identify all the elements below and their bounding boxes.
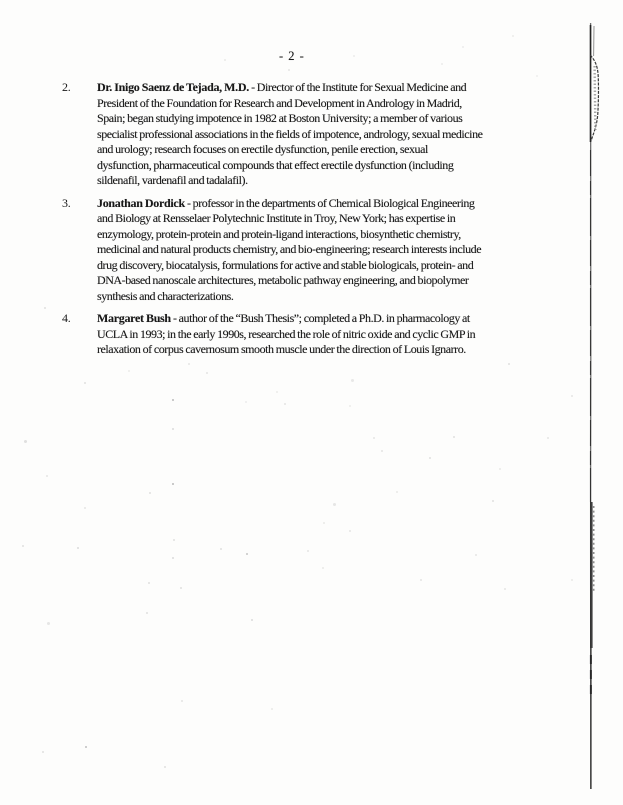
text-line (97, 80, 554, 96)
noise-speckle (146, 612, 148, 614)
noise-speckle (288, 69, 290, 71)
noise-speckle (271, 708, 273, 710)
noise-speckle (276, 391, 278, 393)
text-run: - author of the “Bush Thesis”; completed a Ph.D. in pharmacology at (170, 311, 470, 325)
noise-speckle (84, 382, 86, 384)
noise-speckle (349, 530, 351, 532)
noise-speckle (441, 63, 443, 65)
noise-speckle (504, 588, 506, 590)
item-name-bold: Jonathan Dordick (97, 195, 185, 210)
page-number: - 2 - (279, 49, 305, 63)
list-item (62, 80, 554, 189)
noise-speckle (206, 372, 208, 374)
noise-speckle (349, 405, 351, 407)
noise-speckle (172, 428, 174, 430)
item-number: 3. (62, 195, 71, 210)
noise-speckle (353, 55, 355, 57)
noise-speckle (24, 440, 27, 443)
list-item (62, 311, 554, 358)
noise-speckle (172, 483, 174, 485)
noise-speckle (251, 619, 253, 621)
item-name-bold: Dr. Inigo Saenz de Tejada, M.D. (97, 80, 249, 94)
text-line: President of the Foundation for Research and Development in Andrology in Madrid, (97, 95, 462, 110)
noise-speckle (220, 548, 222, 550)
item-text (97, 311, 554, 358)
noise-speckle (429, 457, 431, 459)
noise-speckle (373, 437, 375, 439)
noise-speckle (188, 363, 190, 365)
noise-speckle (536, 75, 538, 77)
list-item (62, 196, 554, 305)
noise-speckle (181, 700, 183, 702)
noise-speckle (85, 746, 87, 748)
item-number: 4. (62, 311, 71, 325)
text-line: and urology; research focuses on erectile dysfunction, penile erection, sexual (97, 142, 428, 156)
text-line: and Biology at Rensselaer Polytechnic Institute in Troy, New York; has expertise in (97, 211, 456, 225)
noise-speckle (172, 557, 174, 559)
text-line: sildenafil, vardenafil and tadalafil). (97, 173, 248, 187)
noise-speckle (22, 545, 24, 547)
item-text (97, 196, 554, 305)
noise-speckle (512, 35, 514, 37)
noise-speckle (453, 436, 455, 438)
noise-speckle (84, 507, 86, 509)
noise-speckle (547, 437, 549, 439)
noise-speckle (307, 550, 309, 552)
item-text (97, 80, 554, 189)
noise-speckle (284, 403, 286, 405)
noise-speckle (571, 579, 573, 581)
paragraph-list (62, 80, 554, 365)
noise-speckle (167, 113, 169, 115)
text-line: DNA-based nanoscale architectures, metabolic pathway engineering, and biopolymer (97, 273, 469, 287)
text-line: synthesis and characterizations. (97, 288, 234, 303)
item-name-bold: Margaret Bush (97, 311, 171, 325)
noise-speckle (173, 539, 175, 541)
noise-speckle (149, 492, 151, 494)
noise-speckle (381, 450, 383, 452)
noise-speckle (351, 379, 354, 382)
noise-speckle (499, 468, 501, 470)
noise-speckle (571, 395, 573, 397)
noise-speckle (508, 363, 510, 365)
text-line: specialist professional associations in the fields of impotence, andrology, sexual medicine (97, 126, 483, 141)
text-line (97, 196, 554, 212)
noise-speckle (172, 399, 174, 401)
noise-speckle (322, 567, 324, 569)
noise-speckle (42, 751, 44, 753)
noise-speckle (224, 59, 226, 61)
text-line (97, 311, 554, 327)
item-number: 2. (62, 80, 71, 94)
noise-speckle (148, 582, 150, 584)
noise-speckle (47, 622, 50, 625)
noise-speckle (44, 307, 46, 309)
text-line: dysfunction, pharmaceutical compounds that effect erectile dysfunction (including (97, 157, 454, 172)
noise-speckle (333, 503, 336, 506)
text-line: Spain; began studying impotence in 1982 at Boston University; a member of various (97, 111, 463, 125)
noise-speckle (475, 554, 477, 556)
noise-speckle (245, 401, 247, 403)
noise-speckle (246, 553, 248, 555)
text-run: - Director of the Institute for Sexual Medicine and (248, 80, 467, 94)
text-line: UCLA in 1993; in the early 1990s, researched the role of nitric oxide and cyclic GMP in (97, 326, 476, 341)
noise-speckle (492, 500, 494, 502)
noise-speckle (180, 587, 182, 589)
noise-speckle (462, 46, 464, 48)
text-line: drug discovery, biocatalysis, formulations for active and stable biologicals, protein- and (97, 257, 474, 272)
noise-speckle (420, 579, 422, 581)
noise-speckle (77, 547, 79, 549)
text-line: enzymology, protein-protein and protein-ligand interactions, biosynthetic chemistry, (97, 226, 461, 241)
noise-speckle (164, 766, 166, 768)
noise-speckle (323, 522, 325, 524)
noise-speckle (396, 491, 398, 493)
text-run: - professor in the departments of Chemical Biological Engineering (184, 195, 475, 210)
noise-speckle (46, 475, 48, 477)
text-line: relaxation of corpus cavernosum smooth muscle under the direction of Louis Ignarro. (97, 342, 466, 356)
text-line: medicinal and natural products chemistry, and bio-engineering; research interests include (97, 242, 482, 256)
noise-speckle (128, 370, 130, 372)
